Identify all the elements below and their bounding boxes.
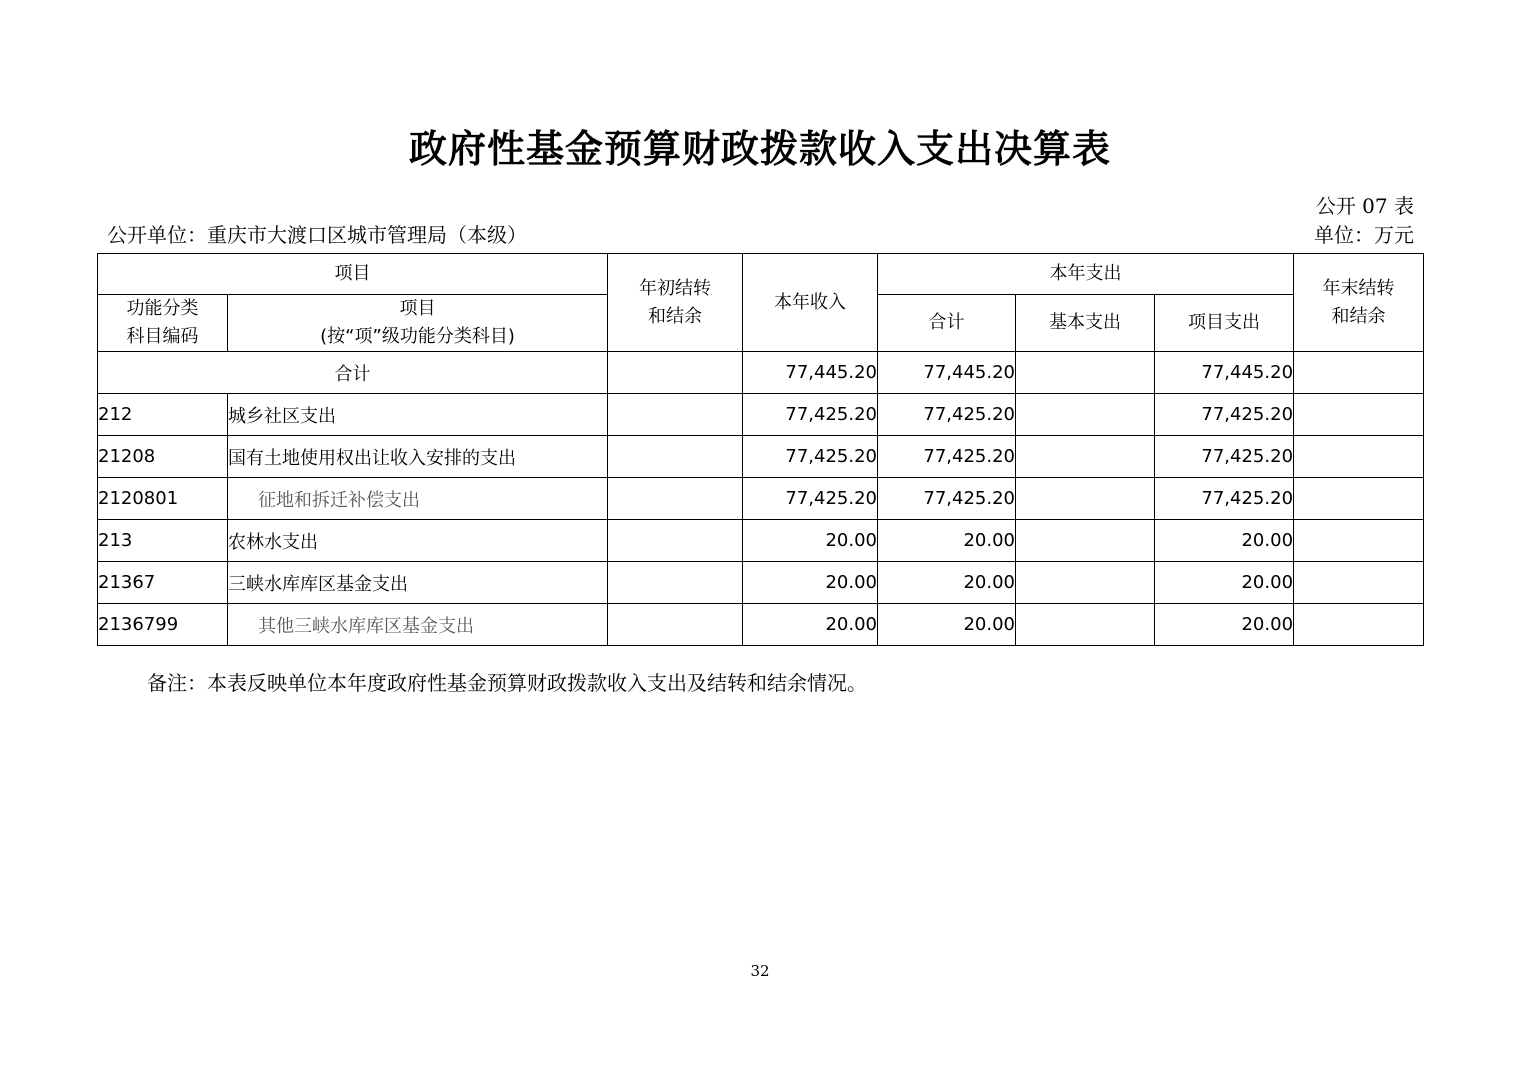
total-expense-total: 77,445.20: [878, 352, 1016, 394]
row-begin-balance: [608, 604, 743, 646]
header-code-line1: 功能分类: [126, 298, 199, 319]
row-income: 20.00: [743, 520, 878, 562]
row-end-balance: [1294, 520, 1424, 562]
row-expense-total: 20.00: [878, 520, 1016, 562]
row-begin-balance: [608, 520, 743, 562]
form-number: 公开 07 表: [1315, 194, 1414, 218]
table-row: [98, 394, 1424, 436]
row-expense-project: 20.00: [1155, 520, 1294, 562]
row-income: 77,425.20: [743, 394, 878, 436]
reporting-unit: 公开单位：重庆市大渡口区城市管理局（本级）: [107, 223, 527, 247]
row-end-balance: [1294, 436, 1424, 478]
row-income: 20.00: [743, 604, 878, 646]
row-end-balance: [1294, 478, 1424, 520]
row-end-balance: [1294, 562, 1424, 604]
header-name-line1: 项目: [399, 298, 436, 319]
row-name: 其他三峡水库库区基金支出: [228, 604, 608, 646]
row-expense-total: 20.00: [878, 562, 1016, 604]
row-code: 21367: [98, 562, 228, 604]
row-begin-balance: [608, 562, 743, 604]
total-label: 合计: [98, 352, 608, 394]
row-expense-total: 77,425.20: [878, 478, 1016, 520]
row-expense-basic: [1016, 394, 1155, 436]
header-begin-balance-line2: 和结余: [648, 305, 702, 327]
header-end-balance-line2: 和结余: [1331, 305, 1386, 327]
row-expense-project: 77,425.20: [1155, 394, 1294, 436]
row-end-balance: [1294, 394, 1424, 436]
row-expense-basic: [1016, 604, 1155, 646]
row-expense-basic: [1016, 478, 1155, 520]
row-name: 国有土地使用权出让收入安排的支出: [228, 436, 608, 478]
total-end-balance: [1294, 352, 1424, 394]
row-expense-basic: [1016, 562, 1155, 604]
row-expense-project: 20.00: [1155, 562, 1294, 604]
header-code: [98, 295, 228, 352]
currency-unit: 单位：万元: [1314, 223, 1414, 247]
row-code: 212: [98, 394, 228, 436]
header-end-balance-line1: 年末结转: [1322, 277, 1395, 299]
row-begin-balance: [608, 436, 743, 478]
table-row: [98, 436, 1424, 478]
row-expense-basic: [1016, 436, 1155, 478]
row-expense-project: 77,425.20: [1155, 478, 1294, 520]
table-row: [98, 478, 1424, 520]
row-code: 2136799: [98, 604, 228, 646]
page-title: 政府性基金预算财政拨款收入支出决算表: [408, 127, 1111, 171]
budget-table: [97, 253, 1424, 646]
row-begin-balance: [608, 394, 743, 436]
row-income: 77,425.20: [743, 436, 878, 478]
total-expense-project: 77,445.20: [1155, 352, 1294, 394]
row-code: 2120801: [98, 478, 228, 520]
header-name: [228, 295, 608, 352]
header-income: 本年收入: [743, 254, 878, 352]
row-code: 21208: [98, 436, 228, 478]
row-end-balance: [1294, 604, 1424, 646]
table-row: [98, 562, 1424, 604]
page-number: 32: [750, 962, 770, 980]
header-expense: 本年支出: [878, 254, 1294, 295]
table-note: 备注：本表反映单位本年度政府性基金预算财政拨款收入支出及结转和结余情况。: [147, 671, 867, 695]
total-begin-balance: [608, 352, 743, 394]
row-code: 213: [98, 520, 228, 562]
row-expense-total: 77,425.20: [878, 394, 1016, 436]
header-project: 项目: [98, 254, 608, 295]
row-expense-total: 20.00: [878, 604, 1016, 646]
row-income: 20.00: [743, 562, 878, 604]
row-name: 征地和拆迁补偿支出: [228, 478, 608, 520]
header-expense-total: 合计: [878, 295, 1016, 352]
header-expense-project: 项目支出: [1155, 295, 1294, 352]
table-row: [98, 604, 1424, 646]
header-end-balance: [1294, 254, 1424, 352]
table-row: [98, 520, 1424, 562]
header-expense-basic: 基本支出: [1016, 295, 1155, 352]
total-expense-basic: [1016, 352, 1155, 394]
header-code-line2: 科目编码: [126, 326, 199, 347]
row-expense-project: 77,425.20: [1155, 436, 1294, 478]
row-begin-balance: [608, 478, 743, 520]
total-income: 77,445.20: [743, 352, 878, 394]
row-name: 城乡社区支出: [228, 394, 608, 436]
header-begin-balance-line1: 年初结转: [639, 277, 711, 299]
row-expense-total: 77,425.20: [878, 436, 1016, 478]
row-name: 三峡水库库区基金支出: [228, 562, 608, 604]
total-row: [98, 352, 1424, 394]
row-expense-project: 20.00: [1155, 604, 1294, 646]
row-income: 77,425.20: [743, 478, 878, 520]
header-begin-balance: [608, 254, 743, 352]
header-name-line2: (按“项”级功能分类科目): [320, 326, 515, 347]
row-name: 农林水支出: [228, 520, 608, 562]
row-expense-basic: [1016, 520, 1155, 562]
